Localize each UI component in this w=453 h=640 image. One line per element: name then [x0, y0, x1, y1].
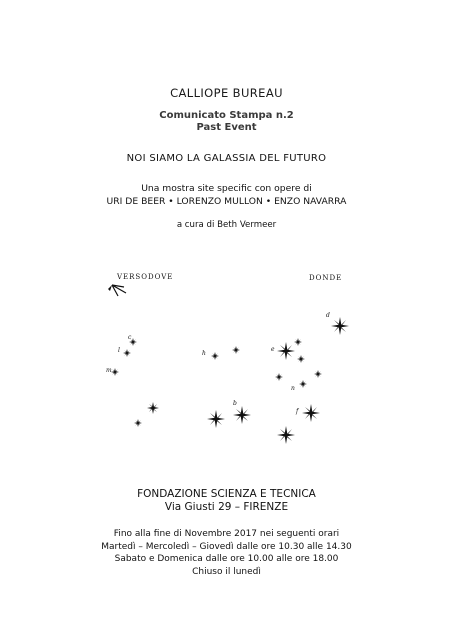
artist-list: URI DE BEER • LORENZO MULLON • ENZO NAVARRA: [106, 196, 347, 207]
comet-icon: [108, 285, 126, 296]
schedule-line: Chiuso il lunedì: [192, 566, 261, 577]
exhibition-intro: [0, 182, 453, 208]
star-letter-f: f: [296, 408, 299, 415]
star-letter-m: m: [106, 367, 112, 374]
star-letter-n: n: [291, 385, 295, 392]
brand-name: CALLIOPE BUREAU: [170, 86, 283, 100]
star-icon: [299, 380, 307, 388]
exhibition-subtitle: Una mostra site specific con opere di: [141, 183, 312, 194]
star-letter-h: h: [202, 350, 206, 357]
curator-credit: a cura di Beth Vermeer: [176, 220, 277, 230]
star-letter-l: l: [118, 347, 120, 354]
schedule-line: Fino alla fine di Novembre 2017 nei seguenti orari: [113, 529, 340, 539]
starmap-label-versodove: VERSODOVE: [117, 273, 174, 281]
star-letter-d: d: [326, 312, 330, 319]
starmap-label-donde: DONDE: [309, 274, 343, 282]
star-icon: [232, 346, 240, 354]
press-release-heading: [0, 110, 453, 134]
star-icon: [331, 317, 349, 335]
schedule-line: Martedì – Mercoledì – Giovedì dalle ore 10.30 alle 14.30: [101, 541, 352, 552]
star-icon: [233, 406, 251, 424]
star-icon: [147, 402, 159, 414]
venue-block: [0, 488, 453, 514]
star-icon: [297, 355, 305, 363]
star-icon: [302, 404, 320, 422]
star-icon: [314, 370, 322, 378]
star-icon: [123, 349, 131, 357]
star-map-illustration: [0, 255, 453, 465]
star-icon: [111, 368, 119, 376]
venue-address: Via Giusti 29 – FIRENZE: [164, 501, 289, 513]
venue-name: FONDAZIONE SCIENZA E TECNICA: [137, 488, 316, 500]
star-letter-e: e: [271, 346, 275, 353]
star-icon: [207, 410, 225, 428]
star-letter-b: b: [233, 400, 237, 407]
press-release-number: Comunicato Stampa n.2: [159, 110, 294, 121]
star-icon: [277, 342, 295, 360]
opening-hours: [0, 528, 453, 578]
star-icon: [211, 352, 219, 360]
exhibition-title: NOI SIAMO LA GALASSIA DEL FUTURO: [126, 153, 327, 164]
star-letter-c: c: [128, 334, 132, 341]
star-icon: [134, 419, 142, 427]
star-icon: [294, 338, 302, 346]
schedule-line: Sabato e Domenica dalle ore 10.00 alle ore 18.00: [114, 554, 339, 564]
star-icon: [275, 373, 283, 381]
past-event-label: Past Event: [196, 122, 257, 133]
star-icon: [277, 426, 295, 444]
